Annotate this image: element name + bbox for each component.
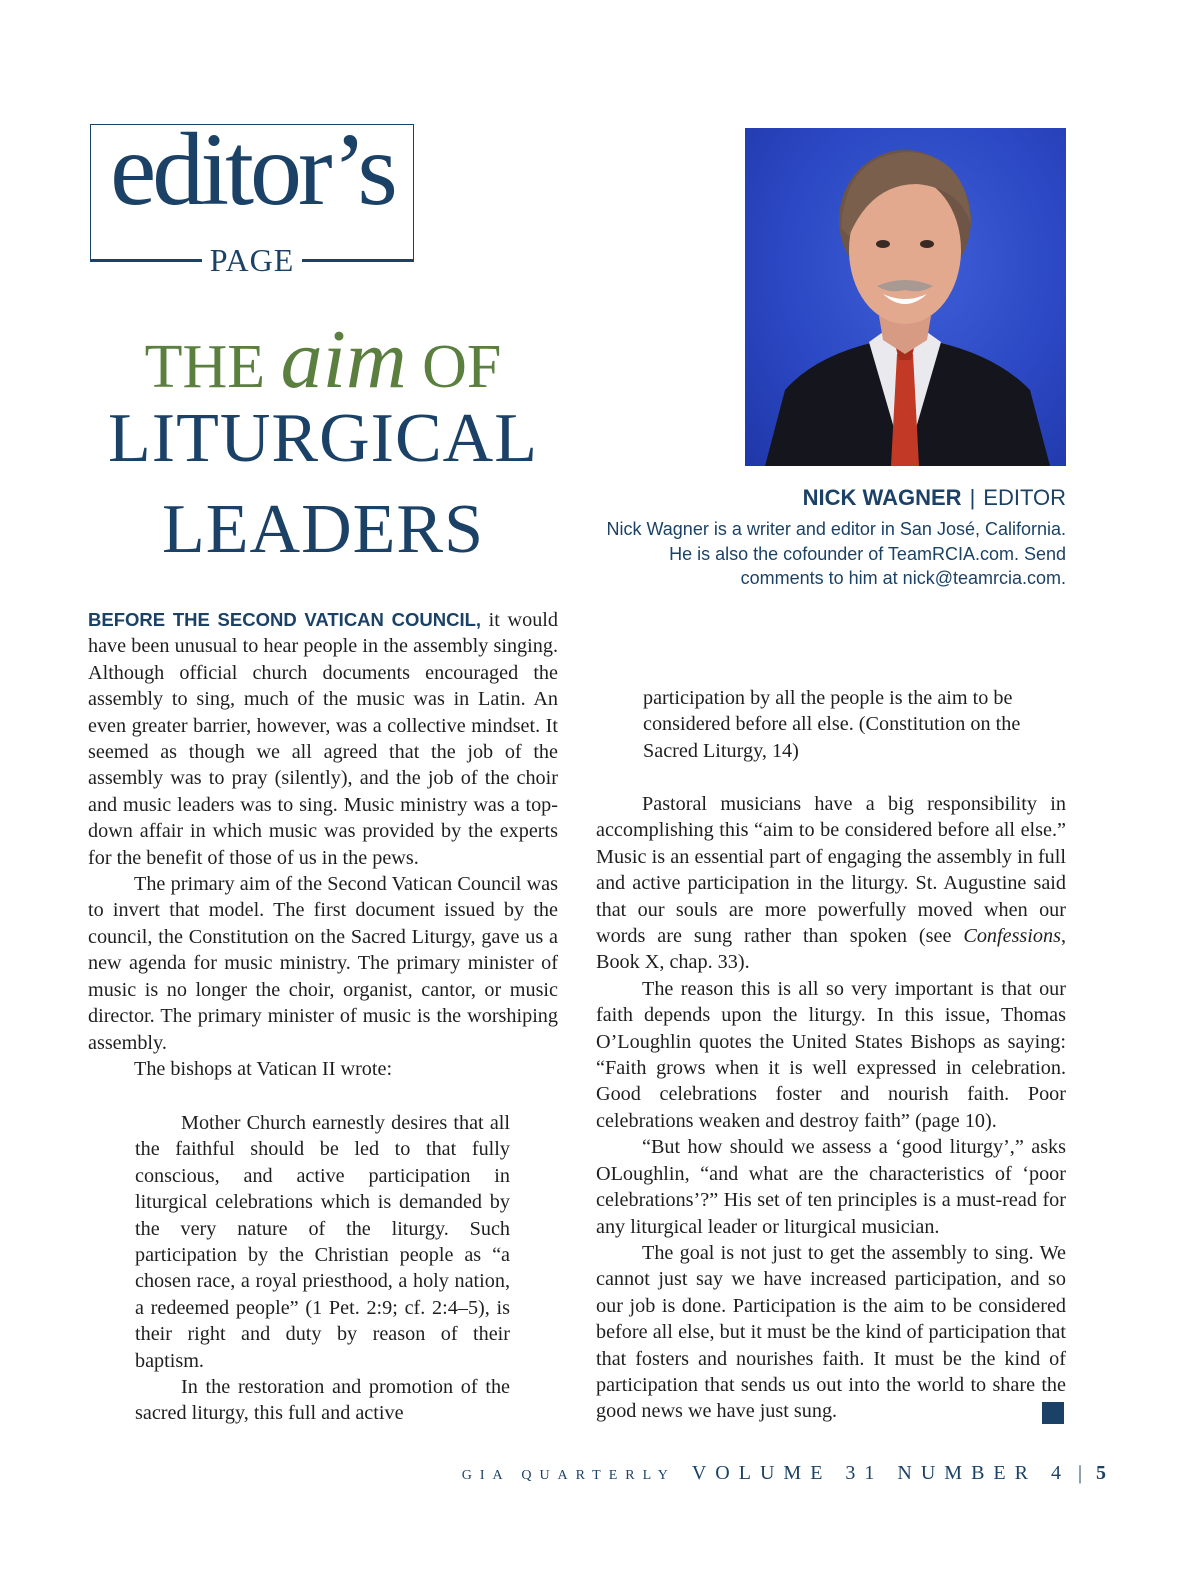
paragraph-4-text-b: , Book X, chap. 33). (596, 925, 1066, 974)
paragraph-7: The goal is not just to get the assembly to sing. We cannot just say we have increased participation, and so our job is done. Participation is the aim to be considered before all else, but it must be the kind of participation that that fosters and nourishes faith. It must be the kind of participation that sends us out into the world to share the good news we have just sung. (596, 1241, 1066, 1423)
article-title-line-2: LITURGICAL (108, 400, 538, 477)
footer-publication: GIA QUARTERLY (461, 1468, 676, 1483)
title-the: THE (144, 333, 266, 401)
masthead-page-label: PAGE (202, 242, 303, 279)
title-aim: aim (280, 313, 407, 406)
paragraph-5: The reason this is all so very important is that our faith depends upon the liturgy. In this issue, Thomas O’Loughlin quotes the United States Bishops as saying: “Faith grows when it is well expressed in celebration. Good celebrations foster and nourish faith. Poor celebrations weaken and destroy faith” (page 10). (596, 977, 1066, 1132)
quote-paragraph-2-end: participation by all the people is the aim to be considered before all else. (Constitution on the Sacred Liturgy, 14) (643, 687, 1021, 762)
lead-in: BEFORE THE SECOND VATICAN COUNCIL, (88, 609, 482, 630)
paragraph-2: The primary aim of the Second Vatican Council was to invert that model. The first document issued by the council, the Constitution on the Sacred Liturgy, gave us a new agenda for music ministry. The primary minister of music is no longer the choir, organist, cantor, or music director. The primary minister of music is the worshiping assembly. (88, 873, 558, 1054)
masthead-rule-left (90, 259, 202, 261)
masthead-rule-right (302, 259, 414, 261)
paragraph-1-text: it would have been unusual to hear people in the assembly singing. Although official church documents encouraged the assembly to sing, much of the music was in Latin. An even greater barrier, however, was a collective mindset. It seemed as though we all agreed that the job of the assembly was to pray (silently), and the job of the choir and music leaders was to sing. Music ministry was a top-down affair in which music was provided by the experts for the benefit of those of us in the pews. (88, 609, 559, 869)
footer-separator: | (1077, 1462, 1082, 1484)
author-byline (600, 485, 1066, 591)
author-bio: Nick Wagner is a writer and editor in San José, California. He is also the cofounder of TeamRCIA.com. Send comments to him at nick@teamrcia.com. (606, 519, 1066, 588)
author-role: EDITOR (983, 485, 1066, 510)
quote-paragraph-1: Mother Church earnestly desires that all the faithful should be led to that fully conscious, and active participation in liturgical celebrations which is demanded by the very nature of the liturgy. Such participation by the Christian people as “a chosen race, a royal priesthood, a holy nation, a redeemed people” (1 Pet. 2:9; cf. 2:4–5), is their right and duty by reason of their baptism. (135, 1112, 510, 1372)
article-title-line-3: LEADERS (162, 491, 484, 568)
quote-paragraph-2-start: In the restoration and promotion of the sacred liturgy, this full and active (135, 1376, 510, 1425)
paragraph-6: “But how should we assess a ‘good liturgy’,” asks OLoughlin, “and what are the characteristics of ‘poor celebrations’?” His set of ten principles is a must-read for any liturgical leader or liturgical musician. (596, 1136, 1066, 1238)
masthead-title: editor’s (110, 112, 394, 227)
author-photo (745, 128, 1066, 466)
paragraph-3: The bishops at Vatican II wrote: (134, 1057, 393, 1080)
page-number: 5 (1096, 1462, 1106, 1484)
article-column-2 (596, 791, 1066, 1425)
author-portrait-illustration (745, 128, 1066, 466)
paragraph-4-text-a: Pastoral musicians have a big responsibility in accomplishing this “aim to be considered before all else.” Music is an essential part of engaging the assembly in full and active participation in the liturgy. St. Augustine said that our souls are more powerfully moved when our words are sung rather than spoken (see (596, 793, 1066, 948)
byline-name-row (600, 485, 1066, 511)
title-of: OF (422, 333, 502, 401)
block-quote-part-1 (135, 1110, 510, 1427)
author-name: NICK WAGNER (802, 485, 962, 510)
page-footer (420, 1462, 1106, 1485)
book-title-italic: Confessions (963, 925, 1061, 948)
paragraph-4 (596, 791, 1066, 976)
paragraph-1 (88, 607, 558, 871)
masthead-subtitle (90, 238, 414, 282)
byline-separator: | (969, 485, 976, 510)
block-quote-part-2 (643, 685, 1023, 764)
article-title-line-1 (88, 313, 558, 406)
end-of-article-square-icon (1042, 1402, 1064, 1424)
footer-volume: VOLUME 31 NUMBER 4 (691, 1462, 1070, 1484)
article-column-1 (88, 607, 558, 1082)
